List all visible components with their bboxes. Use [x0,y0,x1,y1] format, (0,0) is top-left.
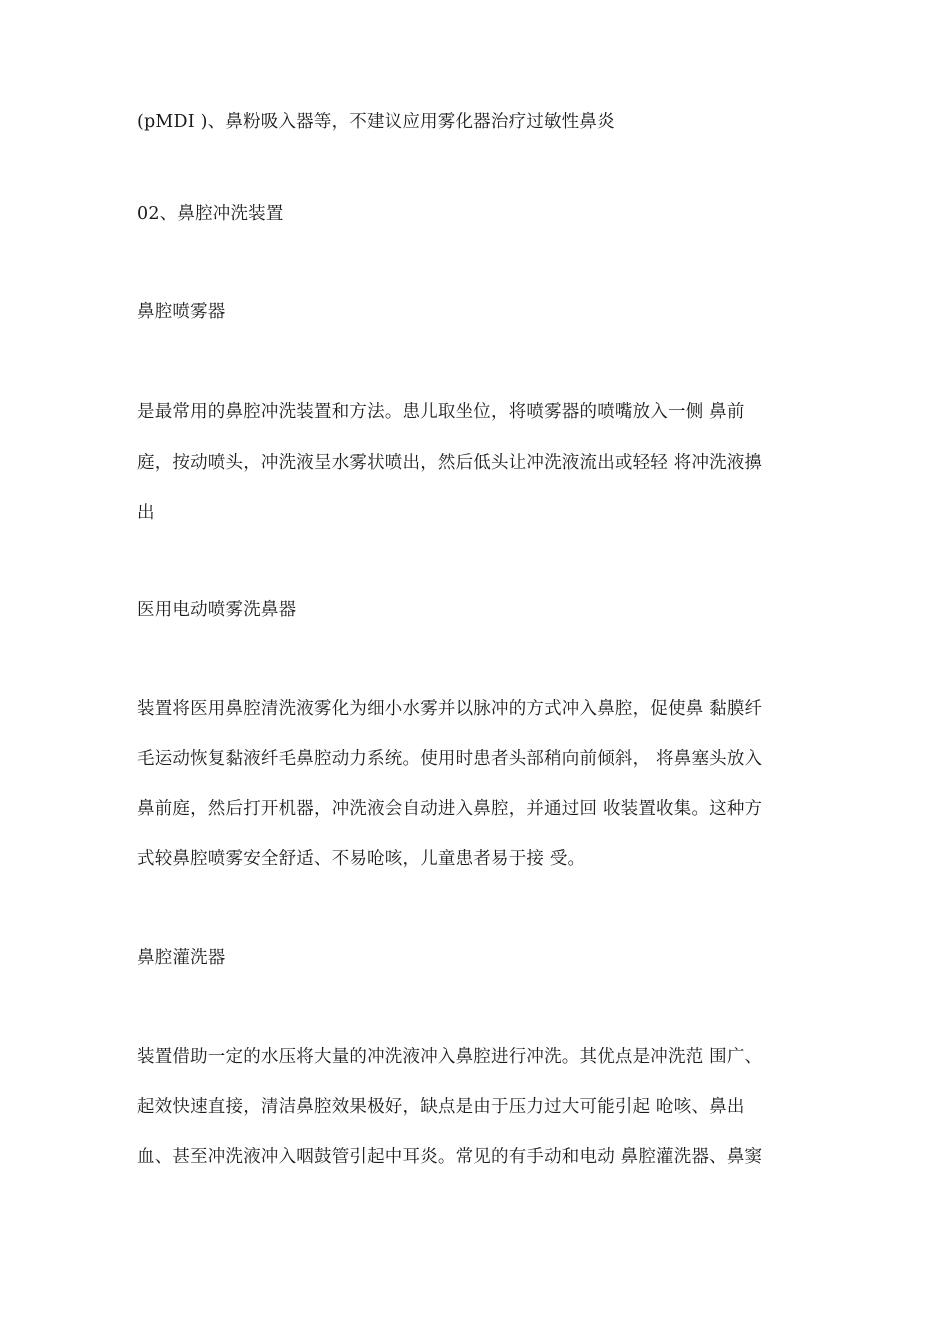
paragraph-line: 血、甚至冲洗液冲入咽鼓管引起中耳炎。常见的有手动和电动 鼻腔灌洗器、鼻窦 [137,1147,763,1167]
paragraph-line: (pMDI )、鼻粉吸入器等，不建议应用雾化器治疗过敏性鼻炎 [137,112,615,132]
subsection-heading: 医用电动喷雾洗鼻器 [137,600,297,620]
section-heading: 02、鼻腔冲洗装置 [137,204,284,224]
subsection-heading: 鼻腔喷雾器 [137,302,226,322]
paragraph-line: 毛运动恢复黏液纤毛鼻腔动力系统。使用时患者头部稍向前倾斜， 将鼻塞头放入 [137,749,763,769]
paragraph-line: 鼻前庭，然后打开机器，冲洗液会自动进入鼻腔，并通过回 收装置收集。这种方 [137,799,763,819]
subsection-heading: 鼻腔灌洗器 [137,948,226,968]
paragraph-line: 庭，按动喷头，冲洗液呈水雾状喷出，然后低头让冲洗液流出或轻轻 将冲洗液擤 [137,453,763,473]
paragraph-line: 式较鼻腔喷雾安全舒适、不易呛咳，儿童患者易于接 受。 [137,849,586,869]
paragraph-line: 起效快速直接，清洁鼻腔效果极好，缺点是由于压力过大可能引起 呛咳、鼻出 [137,1097,745,1117]
paragraph-line: 装置借助一定的水压将大量的冲洗液冲入鼻腔进行冲洗。其优点是冲洗范 围广、 [137,1047,763,1067]
paragraph-line: 出 [137,503,155,523]
paragraph-line: 装置将医用鼻腔清洗液雾化为细小水雾并以脉冲的方式冲入鼻腔，促使鼻 黏膜纤 [137,699,763,719]
paragraph-line: 是最常用的鼻腔冲洗装置和方法。患儿取坐位，将喷雾器的喷嘴放入一侧 鼻前 [137,402,745,422]
